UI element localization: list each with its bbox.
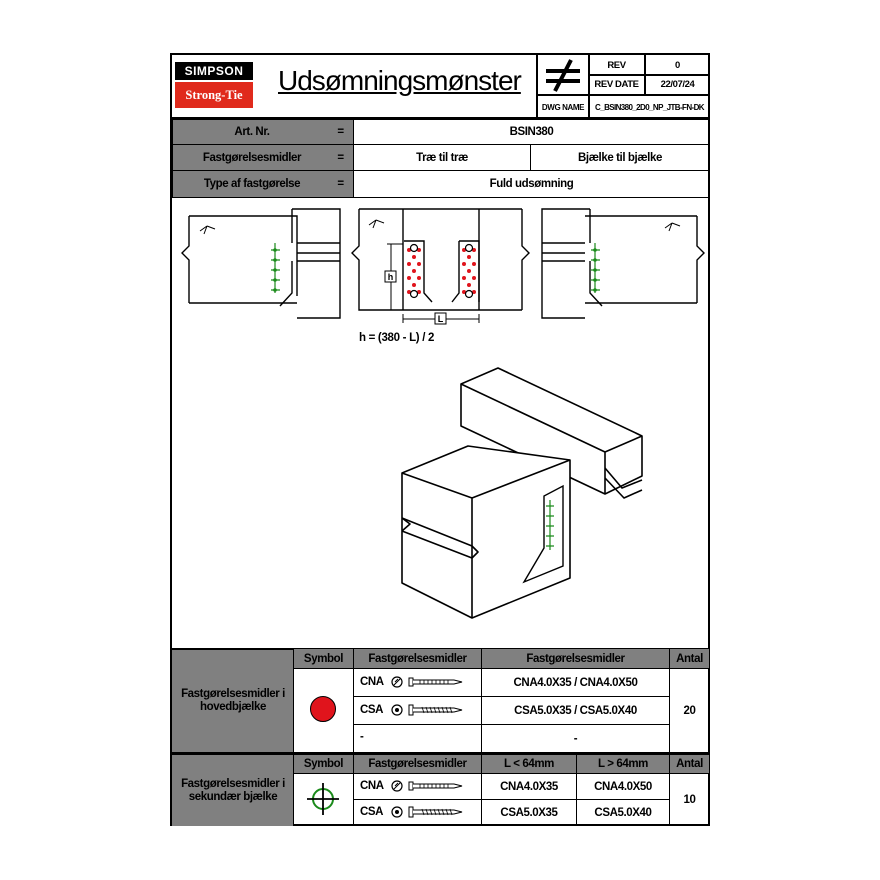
table1-row-label: Fastgørelsesmidler i hovedbjælke [181, 688, 285, 713]
type-label: Type af fastgørelse [203, 178, 301, 190]
screw-icon [390, 804, 470, 820]
red-circle-symbol-icon [310, 696, 336, 722]
dwg-name-value: C_BSIN380_2D0_NP_JTB-FN-DK [595, 102, 704, 112]
table1-antal-value: 20 [669, 668, 710, 753]
ring-nail-icon [390, 778, 470, 794]
rev-date-value: 22/07/24 [660, 79, 695, 90]
table2-header-symbol: Symbol [293, 754, 354, 774]
drawing-sheet [170, 53, 710, 826]
ring-nail-icon [390, 674, 470, 690]
h-formula: h = (380 - L) / 2 [359, 332, 435, 344]
table2-cna-l1: CNA4.0X35 [481, 773, 577, 800]
green-fastener-pattern [271, 243, 600, 293]
table2-antal-value: 10 [669, 773, 710, 826]
table1-header-fast2: Fastgørelsesmidler [481, 648, 670, 669]
table2-row-label: Fastgørelsesmidler i sekundær bjælke [181, 777, 285, 803]
rev-value: 0 [675, 59, 680, 71]
type-value: Fuld udsømning [353, 170, 710, 198]
table1-dash-value: - [481, 724, 670, 753]
table2-csa-l2: CSA5.0X40 [576, 799, 670, 826]
table2-csa-label: CSA [360, 806, 384, 818]
table2-cna-label: CNA [360, 780, 384, 792]
rev-label: REV [607, 59, 626, 71]
equals-sign: = [337, 126, 344, 138]
l-dimension-label: L [437, 314, 444, 324]
art-label: Art. Nr. [234, 126, 270, 138]
table2-header-l1: L < 64mm [481, 754, 577, 774]
red-fastener-pattern [407, 248, 476, 294]
table2-header-fast: Fastgørelsesmidler [353, 754, 482, 774]
table2-csa-l1: CSA5.0X35 [481, 799, 577, 826]
equals-sign: = [337, 178, 344, 190]
dwg-name-label: DWG NAME [541, 102, 585, 112]
table1-csa-value: CSA5.0X35 / CSA5.0X40 [481, 696, 670, 725]
table1-cna-label: CNA [360, 676, 384, 688]
table1-csa-label: CSA [360, 704, 384, 716]
art-value: BSIN380 [353, 119, 710, 145]
not-equal-icon [544, 58, 582, 92]
table2-cna-l2: CNA4.0X50 [576, 773, 670, 800]
fast-value-1: Træ til træ [353, 144, 531, 171]
table2-header-antal: Antal [669, 754, 710, 774]
crosshair-symbol-icon [306, 782, 340, 816]
h-dimension-label: h [387, 272, 394, 282]
table1-header-antal: Antal [669, 648, 710, 669]
technical-drawing [172, 198, 710, 648]
table1-dash-cell [353, 724, 482, 753]
fast-value-2: Bjælke til bjælke [530, 144, 710, 171]
table1-cna-value: CNA4.0X35 / CNA4.0X50 [481, 668, 670, 697]
table1-header-symbol: Symbol [293, 648, 354, 669]
fast-label: Fastgørelsesmidler [202, 151, 302, 164]
table2-header-l2: L > 64mm [576, 754, 670, 774]
logo-simpson: SIMPSON [175, 62, 253, 80]
page-title: Udsømningsmønster [278, 65, 521, 96]
table1-header-fast: Fastgørelsesmidler [353, 648, 482, 669]
logo-strong-tie: Strong-Tie [175, 82, 253, 108]
screw-icon [390, 702, 470, 718]
rev-date-label: REV DATE [594, 79, 639, 90]
table1-dash-label: - [360, 731, 364, 743]
equals-sign: = [337, 151, 344, 164]
